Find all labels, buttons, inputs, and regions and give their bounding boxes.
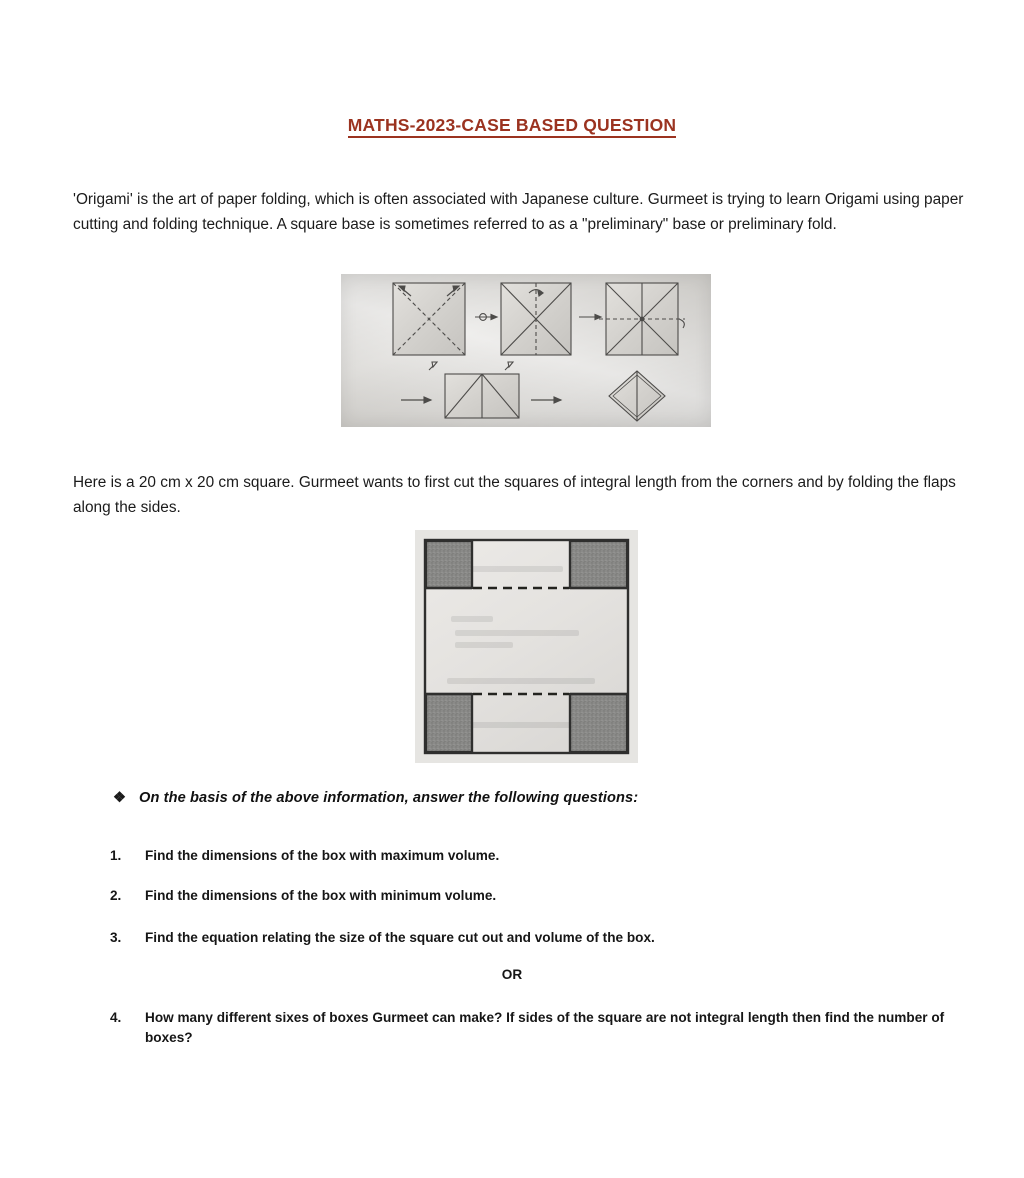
question-text: Find the dimensions of the box with maximum volume.: [145, 848, 500, 863]
question-number: 4.: [110, 1010, 122, 1025]
square-paragraph: Here is a 20 cm x 20 cm square. Gurmeet wants to first cut the squares of integral length from the corners and by folding the flaps along the sides.: [73, 474, 956, 517]
question-text: Find the dimensions of the box with minimum volume.: [145, 888, 497, 903]
question-item: [110, 1008, 980, 1048]
square-cut-figure: [415, 530, 638, 763]
question-number: 3.: [110, 930, 122, 945]
question-text: How many different sixes of boxes Gurmeet can make? If sides of the square are not integral length then find the number of boxes?: [145, 1010, 945, 1045]
page-title: [0, 115, 1024, 136]
question-text: Find the equation relating the size of the square cut out and volume of the box.: [145, 930, 655, 945]
or-divider: OR: [501, 967, 523, 982]
question-item: [110, 886, 980, 906]
corner-square-bottom-left: [426, 694, 472, 752]
question-item: [110, 846, 980, 866]
origami-steps-svg: [341, 274, 711, 427]
corner-square-top-right: [570, 541, 627, 588]
question-number: 2.: [110, 888, 122, 903]
question-item: [110, 928, 980, 948]
diamond-bullet-icon: ❖: [113, 790, 127, 806]
question-number: 1.: [110, 848, 122, 863]
instruction-line: [113, 789, 638, 806]
page-title-text: MATHS-2023-CASE BASED QUESTION: [348, 115, 677, 138]
square-cut-svg: [415, 530, 638, 763]
origami-steps-figure: [341, 274, 711, 427]
corner-square-bottom-right: [570, 694, 627, 752]
instruction-text: On the basis of the above information, answer the following questions:: [139, 790, 639, 806]
intro-paragraph: 'Origami' is the art of paper folding, which is often associated with Japanese culture. Gurmeet is trying to learn Origami using paper cutting and folding technique. A square base is sometimes referred to as a "preliminary" base or preliminary fold.: [73, 191, 964, 234]
corner-square-top-left: [426, 541, 472, 588]
